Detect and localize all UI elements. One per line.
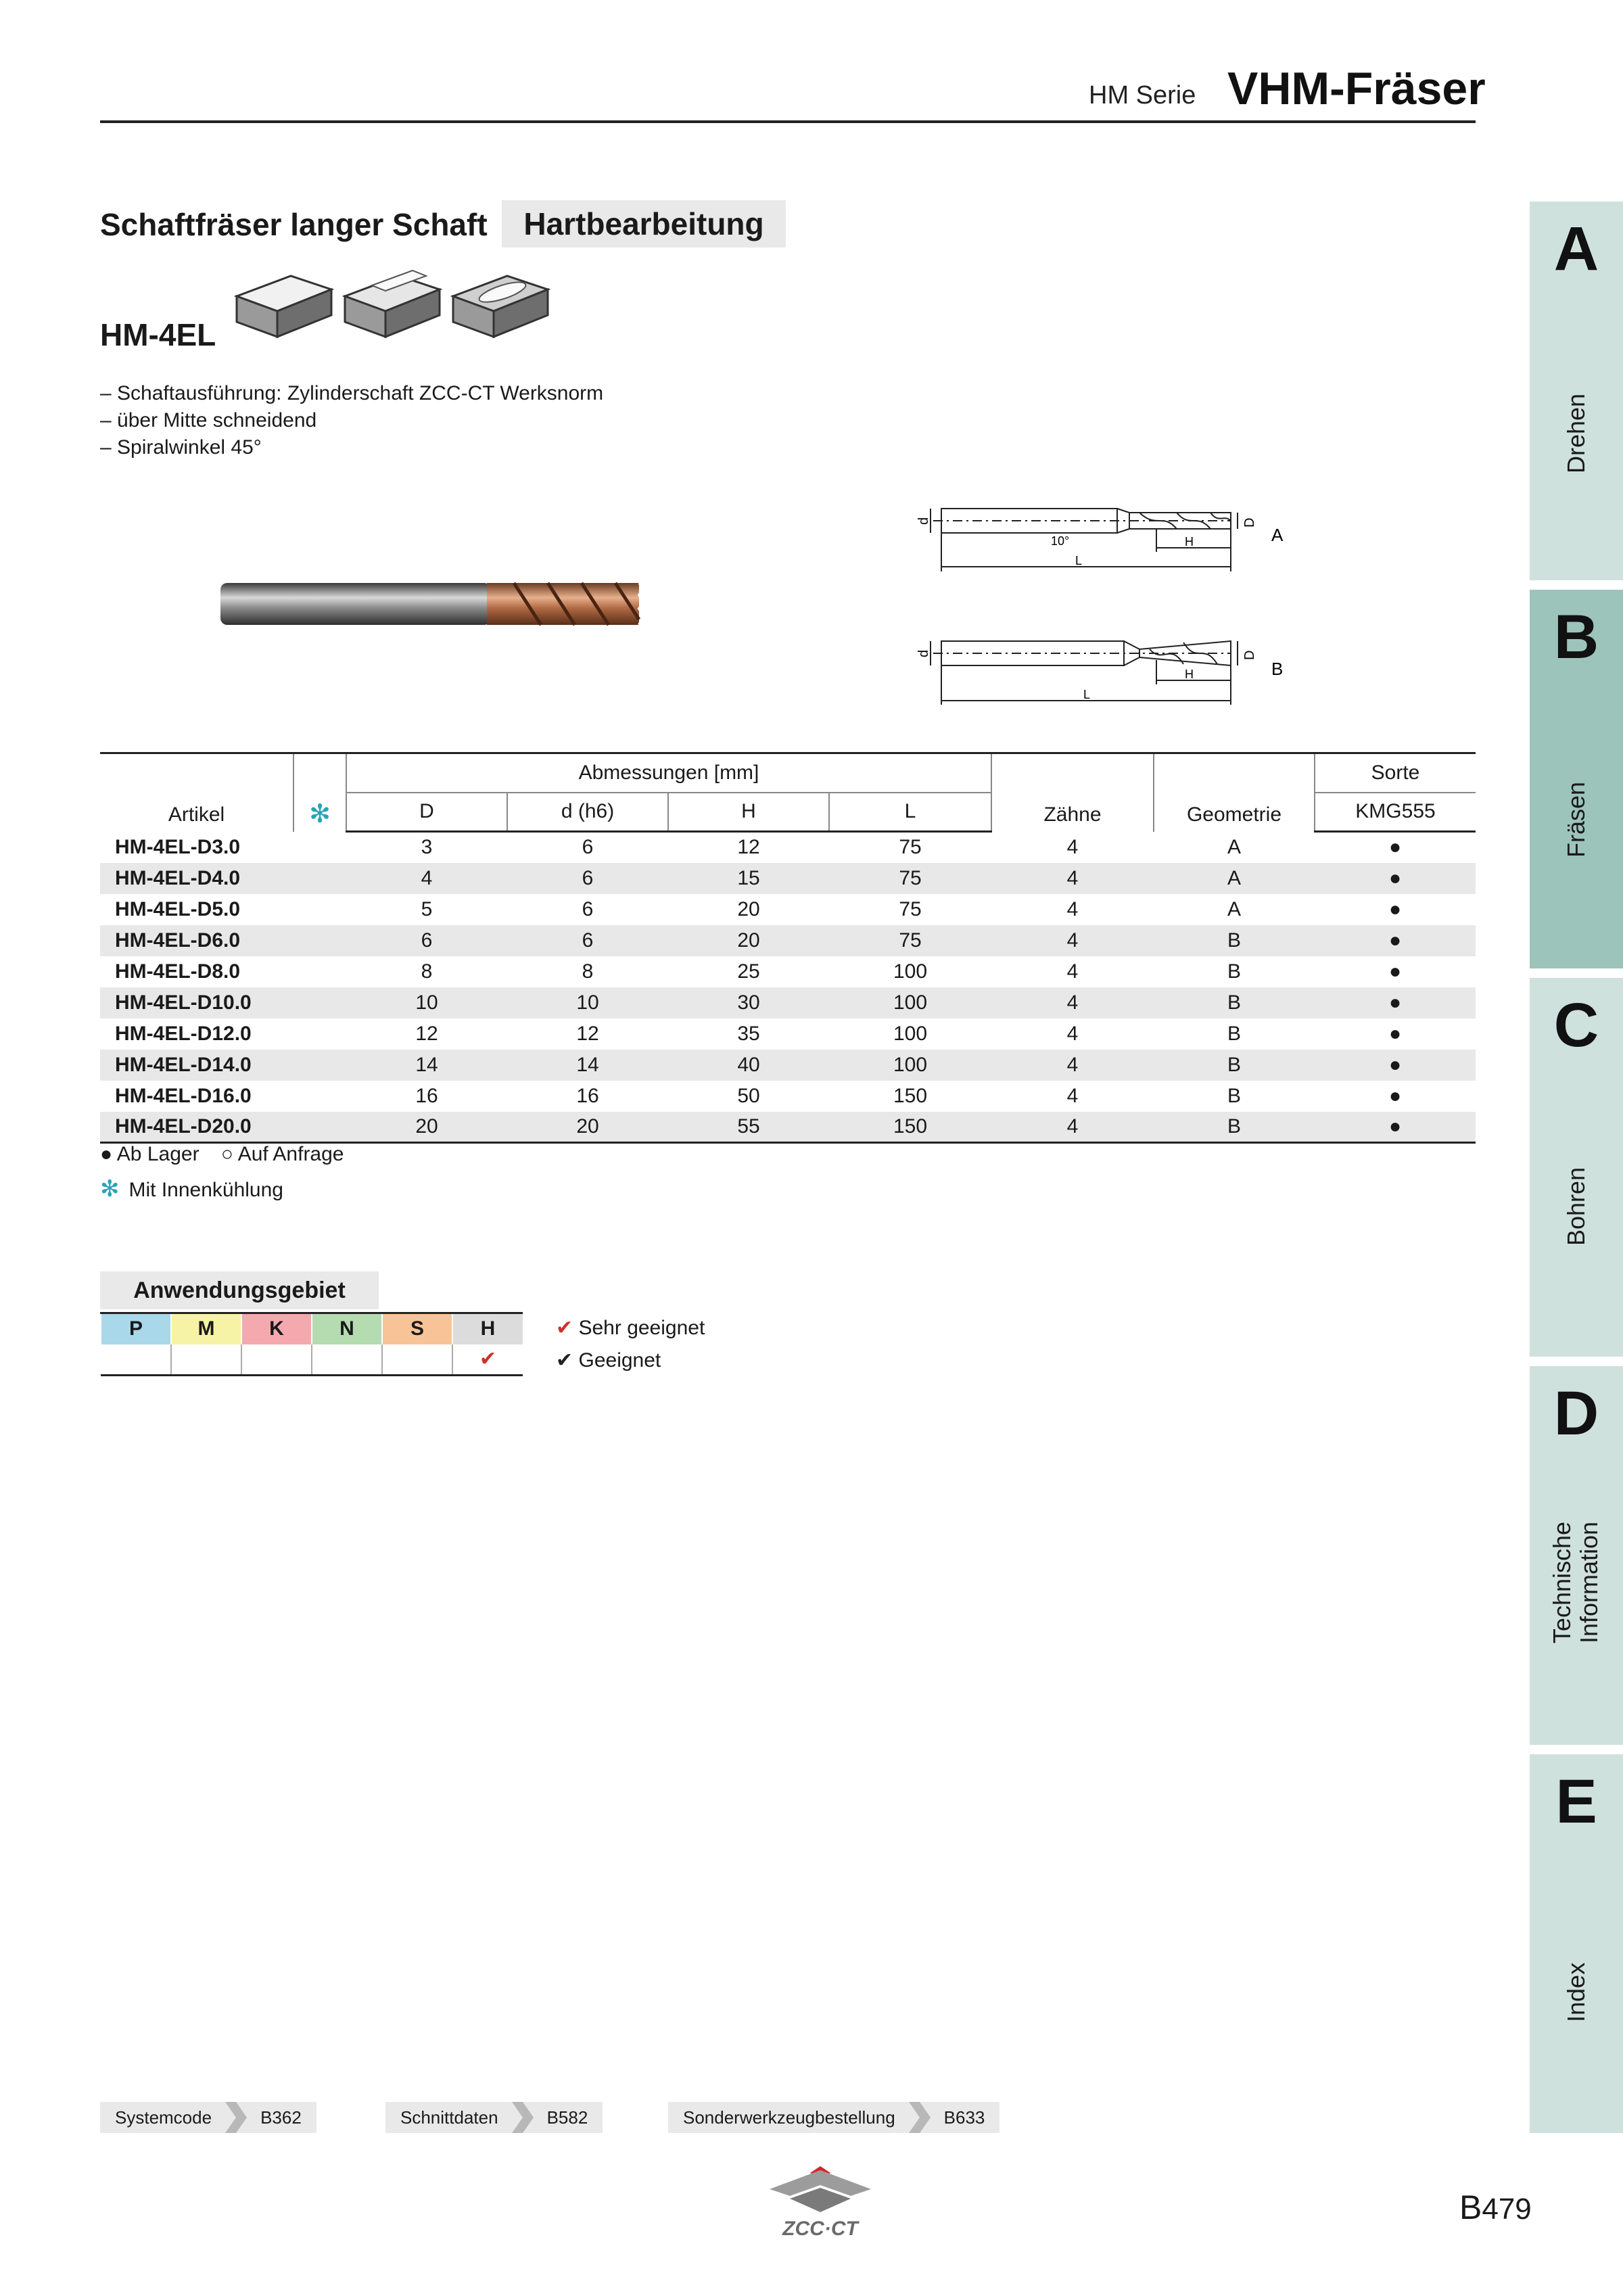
cell-H: 55: [668, 1112, 829, 1143]
ref-page: B633: [943, 2107, 985, 2128]
legend-suitable-label: Geeignet: [578, 1349, 661, 1372]
legend-very-suitable: [556, 1316, 705, 1340]
cell-teeth: 4: [991, 987, 1154, 1018]
cell-geometry: B: [1227, 960, 1241, 983]
logo-text: ZCC·CT: [782, 2218, 858, 2240]
legend-suitable: [556, 1349, 661, 1372]
tab-letter: C: [1553, 991, 1599, 1060]
cell-geometry: B: [1154, 925, 1315, 956]
col-header-D: D: [346, 793, 507, 832]
cell-article: HM-4EL-D20.0: [100, 1112, 293, 1143]
header-divider: [100, 120, 1476, 123]
col-header-geometry: Geometrie: [1154, 753, 1315, 832]
feature-list: [100, 380, 603, 461]
cell-stock: ●: [1388, 1022, 1402, 1045]
table-row: [100, 1050, 1476, 1081]
label-d-b: d: [916, 649, 931, 657]
table-row: [100, 832, 1476, 863]
col-header-cooling: [293, 753, 346, 832]
cell-geometry: B: [1154, 1050, 1315, 1081]
cell-D: 10: [346, 987, 507, 1018]
cell-teeth: 4: [991, 925, 1154, 956]
tab-letter: B: [1553, 603, 1599, 672]
page-number: [1459, 2188, 1532, 2227]
cell-stock: ●: [1388, 897, 1402, 920]
col-header-d: d (h6): [507, 793, 668, 832]
cell-article: HM-4EL-D14.0: [100, 1050, 293, 1081]
cell-D: 6: [346, 925, 507, 956]
cell-D: 4: [346, 863, 507, 894]
tab-label-fraesen: Fräsen: [1562, 781, 1590, 858]
cell-d: 6: [582, 836, 594, 859]
cell-d: 6: [507, 863, 668, 894]
product-code: HM-4EL: [100, 317, 216, 352]
label-H-a: H: [1185, 535, 1194, 548]
coolant-icon: ✻: [100, 1176, 120, 1202]
cell-H: 25: [737, 960, 760, 983]
cell-L: 100: [893, 1022, 928, 1045]
cell-article: HM-4EL-D6.0: [100, 925, 293, 956]
cell-geometry: B: [1227, 1022, 1241, 1045]
cell-H: 40: [668, 1050, 829, 1081]
label-geometry-b: B: [1271, 659, 1284, 679]
ref-label: Sonderwerkzeugbestellung: [683, 2107, 895, 2128]
label-L-b: L: [1083, 688, 1091, 701]
cell-cooling: [293, 832, 346, 863]
cell-D: 12: [415, 1022, 438, 1045]
cell-stock: ●: [1388, 1084, 1402, 1107]
cell-L: 75: [829, 863, 991, 894]
table-row: [100, 1081, 1476, 1112]
cell-geometry: B: [1227, 1084, 1241, 1107]
cell-article: HM-4EL-D4.0: [100, 863, 293, 894]
label-D-a: D: [1242, 517, 1257, 528]
cell-stock: ●: [1315, 925, 1476, 956]
cell-stock: ●: [1315, 1112, 1476, 1143]
cell-d: 8: [582, 960, 594, 983]
col-group-dimensions: Abmessungen [mm]: [346, 753, 991, 793]
ref-label: Schnittdaten: [400, 2107, 498, 2128]
cell-cooling: [293, 1081, 346, 1112]
tab-label-drehen: Drehen: [1562, 393, 1590, 473]
cooling-legend: [100, 1175, 283, 1202]
ref-page: B362: [260, 2107, 302, 2128]
ref-page: B582: [546, 2107, 588, 2128]
suitability-m: [171, 1344, 241, 1376]
tab-b[interactable]: [1530, 590, 1623, 968]
cell-cooling: [293, 894, 346, 925]
page-number-value: 479: [1482, 2193, 1532, 2226]
cell-L: 150: [893, 1084, 928, 1107]
dimension-drawing: [906, 487, 1312, 717]
cell-L: 100: [829, 1050, 991, 1081]
cell-D: 8: [421, 960, 433, 983]
tab-e[interactable]: [1530, 1754, 1623, 2133]
label-d-a: d: [916, 517, 931, 525]
cell-article: HM-4EL-D3.0: [115, 835, 241, 858]
cell-stock: ●: [1388, 836, 1402, 859]
suitability-p: [101, 1344, 171, 1376]
cell-D: 16: [415, 1084, 438, 1107]
cell-L: 100: [893, 960, 928, 983]
cell-d: 6: [507, 925, 668, 956]
material-h: H: [452, 1313, 523, 1344]
check-icon: ✔: [556, 1349, 573, 1372]
legend-cooling: Mit Innenkühlung: [128, 1179, 283, 1201]
cell-teeth: 4: [1066, 835, 1079, 858]
table-row: [100, 894, 1476, 925]
cell-cooling: [293, 987, 346, 1018]
col-header-grade: KMG555: [1315, 793, 1476, 832]
check-red-icon: ✔: [556, 1317, 573, 1339]
table-row: [100, 956, 1476, 987]
cell-D: 5: [421, 897, 433, 920]
col-header-L: L: [829, 793, 991, 832]
tab-label-technische-information: Technische Information: [1548, 1521, 1603, 1644]
label-angle: 10°: [1051, 534, 1070, 548]
cell-cooling: [293, 1112, 346, 1143]
col-group-grade: Sorte: [1315, 753, 1476, 793]
cell-H: 15: [668, 863, 829, 894]
cell-L: 75: [899, 836, 922, 859]
cell-D: 20: [346, 1112, 507, 1143]
cell-article: HM-4EL-D5.0: [115, 897, 241, 920]
cell-L: 75: [829, 925, 991, 956]
product-table: [100, 752, 1476, 1144]
cell-geometry: B: [1154, 987, 1315, 1018]
machining-type-icons: [233, 269, 558, 350]
material-s: S: [382, 1313, 452, 1344]
legend-very-suitable-label: Sehr geeignet: [578, 1317, 705, 1339]
cell-d: 10: [507, 987, 668, 1018]
cell-D: 14: [346, 1050, 507, 1081]
cell-cooling: [293, 1018, 346, 1050]
cell-teeth: 4: [1066, 1084, 1079, 1107]
tab-letter: E: [1555, 1767, 1597, 1836]
table-row: [100, 987, 1476, 1018]
tab-label-index: Index: [1562, 1962, 1590, 2022]
application-grid: [100, 1312, 523, 1376]
cell-teeth: 4: [1066, 960, 1079, 983]
legend-request: ○ Auf Anfrage: [220, 1143, 344, 1165]
material-n: N: [312, 1313, 382, 1344]
col-header-teeth: Zähne: [991, 753, 1154, 832]
cell-cooling: [293, 956, 346, 987]
material-m: M: [171, 1313, 241, 1344]
stock-legend: [100, 1143, 344, 1166]
cell-cooling: [293, 925, 346, 956]
chevron-right-icon: [222, 2102, 250, 2133]
cell-stock: ●: [1315, 987, 1476, 1018]
cell-article: HM-4EL-D10.0: [100, 987, 293, 1018]
suitability-k: [241, 1344, 312, 1376]
cell-H: 35: [737, 1022, 760, 1045]
cell-teeth: 4: [1066, 1022, 1079, 1045]
cell-stock: ●: [1315, 1050, 1476, 1081]
header-series: HM Serie: [1089, 81, 1196, 110]
label-H-b: H: [1185, 667, 1194, 681]
cell-geometry: A: [1227, 835, 1241, 858]
col-header-H: H: [668, 793, 829, 832]
cell-L: 100: [829, 987, 991, 1018]
face-milling-icon: [237, 276, 331, 337]
cell-teeth: 4: [991, 1050, 1154, 1081]
suitability-h: [452, 1344, 523, 1376]
pocket-milling-icon: [453, 276, 548, 337]
page-title: VHM-Fräser: [1227, 63, 1486, 114]
cell-geometry: A: [1227, 897, 1241, 920]
feature-item: – über Mitte schneidend: [100, 409, 317, 431]
coolant-icon: ✻: [309, 799, 331, 828]
cell-H: 20: [737, 897, 760, 920]
cell-geometry: B: [1154, 1112, 1315, 1143]
page-prefix: B: [1459, 2188, 1482, 2226]
cell-d: 20: [507, 1112, 668, 1143]
label-L-a: L: [1075, 554, 1083, 567]
ref-schnittdaten[interactable]: [385, 2102, 603, 2133]
material-k: K: [241, 1313, 312, 1344]
zcc-ct-logo: [763, 2161, 878, 2242]
tab-letter: A: [1553, 214, 1599, 283]
table-row: [100, 1112, 1476, 1143]
cell-geometry: A: [1154, 863, 1315, 894]
cell-article: HM-4EL-D8.0: [115, 960, 241, 983]
material-p: P: [101, 1313, 171, 1344]
cell-L: 150: [829, 1112, 991, 1143]
application-tag: Hartbearbeitung: [502, 200, 786, 248]
cell-d: 12: [576, 1022, 599, 1045]
cell-d: 14: [507, 1050, 668, 1081]
cell-article: HM-4EL-D16.0: [115, 1084, 252, 1107]
legend-stock: ● Ab Lager: [100, 1143, 199, 1165]
feature-item: – Schaftausführung: Zylinderschaft ZCC-CT Werksnorm: [100, 382, 604, 404]
slot-milling-icon: [345, 271, 440, 337]
suitability-s: [382, 1344, 452, 1376]
ref-sonderwerkzeug[interactable]: [668, 2102, 999, 2133]
cell-d: 6: [582, 897, 594, 920]
tab-letter: D: [1553, 1379, 1599, 1448]
application-title: Anwendungsgebiet: [100, 1271, 379, 1309]
table-row: [100, 925, 1476, 956]
cell-cooling: [293, 1050, 346, 1081]
suitability-n: [312, 1344, 382, 1376]
cell-d: 16: [576, 1084, 599, 1107]
cell-stock: ●: [1315, 863, 1476, 894]
chevron-right-icon: [906, 2102, 933, 2133]
cell-cooling: [293, 863, 346, 894]
cell-article: HM-4EL-D12.0: [115, 1022, 252, 1045]
label-D-b: D: [1242, 650, 1257, 660]
end-mill-photo: [216, 568, 649, 636]
ref-systemcode[interactable]: [100, 2102, 316, 2133]
cell-teeth: 4: [1066, 897, 1079, 920]
table-row: [100, 1018, 1476, 1050]
table-row: [100, 863, 1476, 894]
cell-teeth: 4: [991, 1112, 1154, 1143]
ref-label: Systemcode: [115, 2107, 212, 2128]
cell-H: 30: [668, 987, 829, 1018]
col-header-artikel: Artikel: [100, 753, 293, 832]
feature-item: – Spiralwinkel 45°: [100, 436, 262, 459]
product-title: Schaftfräser langer Schaft: [100, 207, 488, 242]
check-red-icon: ✔: [479, 1348, 497, 1371]
tab-label-bohren: Bohren: [1562, 1167, 1590, 1246]
cell-H: 20: [668, 925, 829, 956]
tab-a[interactable]: [1530, 202, 1623, 580]
cell-D: 3: [421, 836, 433, 859]
cell-H: 12: [737, 836, 760, 859]
cell-stock: ●: [1388, 960, 1402, 983]
label-geometry-a: A: [1271, 525, 1284, 545]
chevron-right-icon: [509, 2102, 536, 2133]
cell-teeth: 4: [991, 863, 1154, 894]
cell-L: 75: [899, 897, 922, 920]
cell-H: 50: [737, 1084, 760, 1107]
